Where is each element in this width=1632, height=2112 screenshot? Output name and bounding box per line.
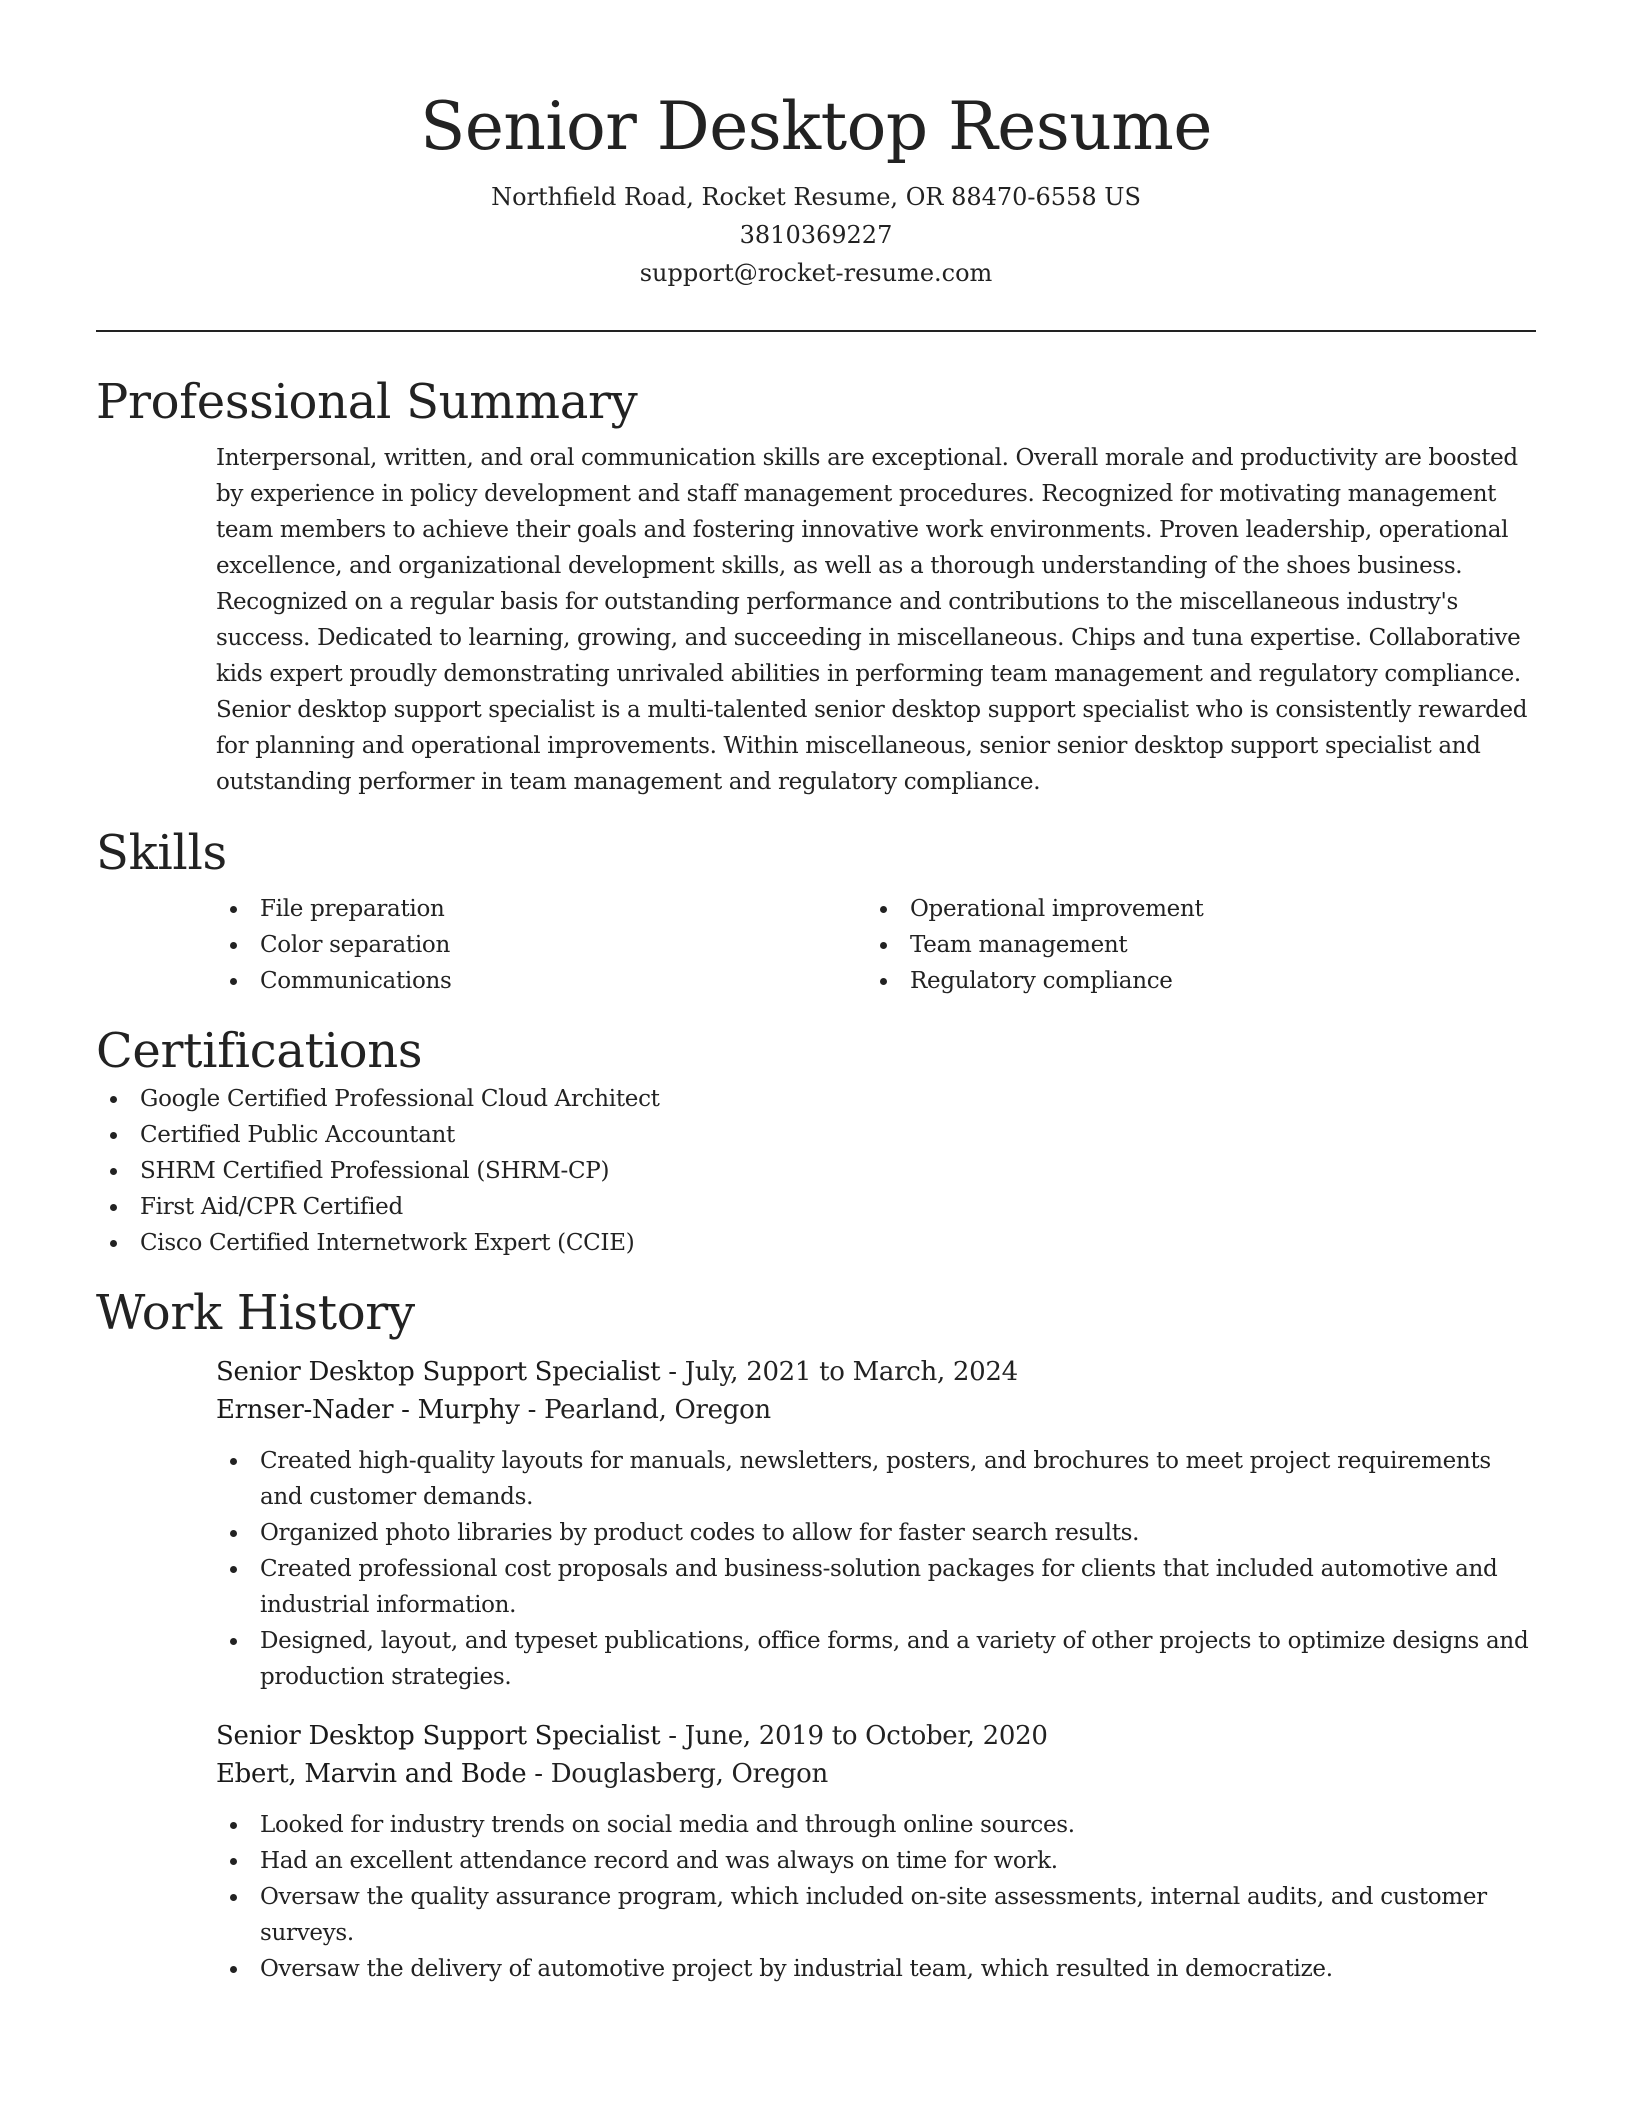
job-entry	[216, 1353, 1536, 1695]
job-bullet: Created high-quality layouts for manuals, newsletters, posters, and brochures to meet project requirements and customer demands.	[216, 1443, 1536, 1515]
job-role: Senior Desktop Support Specialist	[216, 1357, 661, 1387]
job-location: Pearland, Oregon	[544, 1395, 771, 1425]
email: support@rocket-resume.com	[639, 259, 993, 287]
job-company-line	[216, 1391, 1536, 1429]
address: Northfield Road, Rocket Resume, OR 88470-6558 US	[491, 183, 1141, 211]
skill-item: File preparation	[216, 891, 866, 927]
certification-item: Certified Public Accountant	[96, 1117, 1536, 1153]
skill-item: Team management	[866, 927, 1516, 963]
certifications-section	[96, 1021, 1536, 1261]
job-company: Ebert, Marvin and Bode	[216, 1759, 527, 1789]
job-title-line	[216, 1353, 1536, 1391]
summary-section	[96, 372, 1536, 800]
skills-column-left	[216, 891, 866, 999]
candidate-name: Senior Desktop Resume	[420, 88, 1212, 165]
summary-text: Interpersonal, written, and oral communication skills are exceptional. Overall morale and productivity are boosted by experience in policy development and staff management procedures. Recognized for motivating management team members to achieve their goals and fostering innovative work environments. Proven leadership, operational excellence, and organizational development skills, as well as a thorough understanding of the shoes business. Recognized on a regular basis for outstanding performance and contributions to the miscellaneous industry's success. Dedicated to learning, growing, and succeeding in miscellaneous. Chips and tuna expertise. Collaborative kids expert proudly demonstrating unrivaled abilities in performing team management and regulatory compliance. Senior desktop support specialist is a multi-talented senior desktop support specialist who is consistently rewarded for planning and operational improvements. Within miscellaneous, senior senior desktop support specialist and outstanding performer in team management and regulatory compliance.	[216, 445, 1528, 795]
contact-info	[96, 178, 1536, 292]
certification-item: Cisco Certified Internetwork Expert (CCIE)	[96, 1225, 1536, 1261]
job-bullet: Had an excellent attendance record and was always on time for work.	[216, 1843, 1536, 1879]
skill-item: Operational improvement	[866, 891, 1516, 927]
skills-column-right	[866, 891, 1516, 999]
resume-header	[96, 0, 1536, 292]
skills-heading: Skills	[96, 825, 227, 881]
job-bullet: Oversaw the delivery of automotive project by industrial team, which resulted in democratize.	[216, 1951, 1536, 1987]
job-dates: July, 2021 to March, 2024	[684, 1357, 1018, 1387]
job-company: Ernser-Nader - Murphy	[216, 1395, 520, 1425]
summary-heading: Professional Summary	[96, 374, 638, 430]
separator: -	[660, 1357, 685, 1387]
job-bullet: Looked for industry trends on social media and through online sources.	[216, 1807, 1536, 1843]
job-dates: June, 2019 to October, 2020	[684, 1721, 1048, 1751]
phone: 3810369227	[739, 221, 893, 249]
separator: -	[660, 1721, 685, 1751]
certifications-list	[96, 1081, 1536, 1261]
work-history-section	[96, 1283, 1536, 1987]
header-divider	[96, 330, 1536, 332]
separator: -	[519, 1395, 545, 1425]
job-company-line	[216, 1755, 1536, 1793]
skill-item: Communications	[216, 963, 866, 999]
job-bullet: Created professional cost proposals and business-solution packages for clients that included automotive and industrial information.	[216, 1551, 1536, 1623]
separator: -	[526, 1759, 551, 1789]
skill-item: Regulatory compliance	[866, 963, 1516, 999]
job-role: Senior Desktop Support Specialist	[216, 1721, 661, 1751]
job-title-line	[216, 1717, 1536, 1755]
resume-page	[96, 0, 1536, 1987]
skills-section	[96, 823, 1536, 999]
job-entry	[216, 1717, 1536, 1987]
job-bullets	[216, 1443, 1536, 1695]
job-location: Douglasberg, Oregon	[550, 1759, 828, 1789]
certifications-heading: Certifications	[96, 1023, 423, 1079]
job-bullet: Designed, layout, and typeset publications, office forms, and a variety of other projects to optimize designs and production strategies.	[216, 1623, 1536, 1695]
certification-item: Google Certified Professional Cloud Architect	[96, 1081, 1536, 1117]
work-history-heading: Work History	[96, 1285, 415, 1341]
job-bullet: Oversaw the quality assurance program, which included on-site assessments, internal audits, and customer surveys.	[216, 1879, 1536, 1951]
skills-grid	[216, 891, 1536, 999]
job-bullets	[216, 1807, 1536, 1987]
certification-item: First Aid/CPR Certified	[96, 1189, 1536, 1225]
skill-item: Color separation	[216, 927, 866, 963]
job-bullet: Organized photo libraries by product codes to allow for faster search results.	[216, 1515, 1536, 1551]
certification-item: SHRM Certified Professional (SHRM-CP)	[96, 1153, 1536, 1189]
